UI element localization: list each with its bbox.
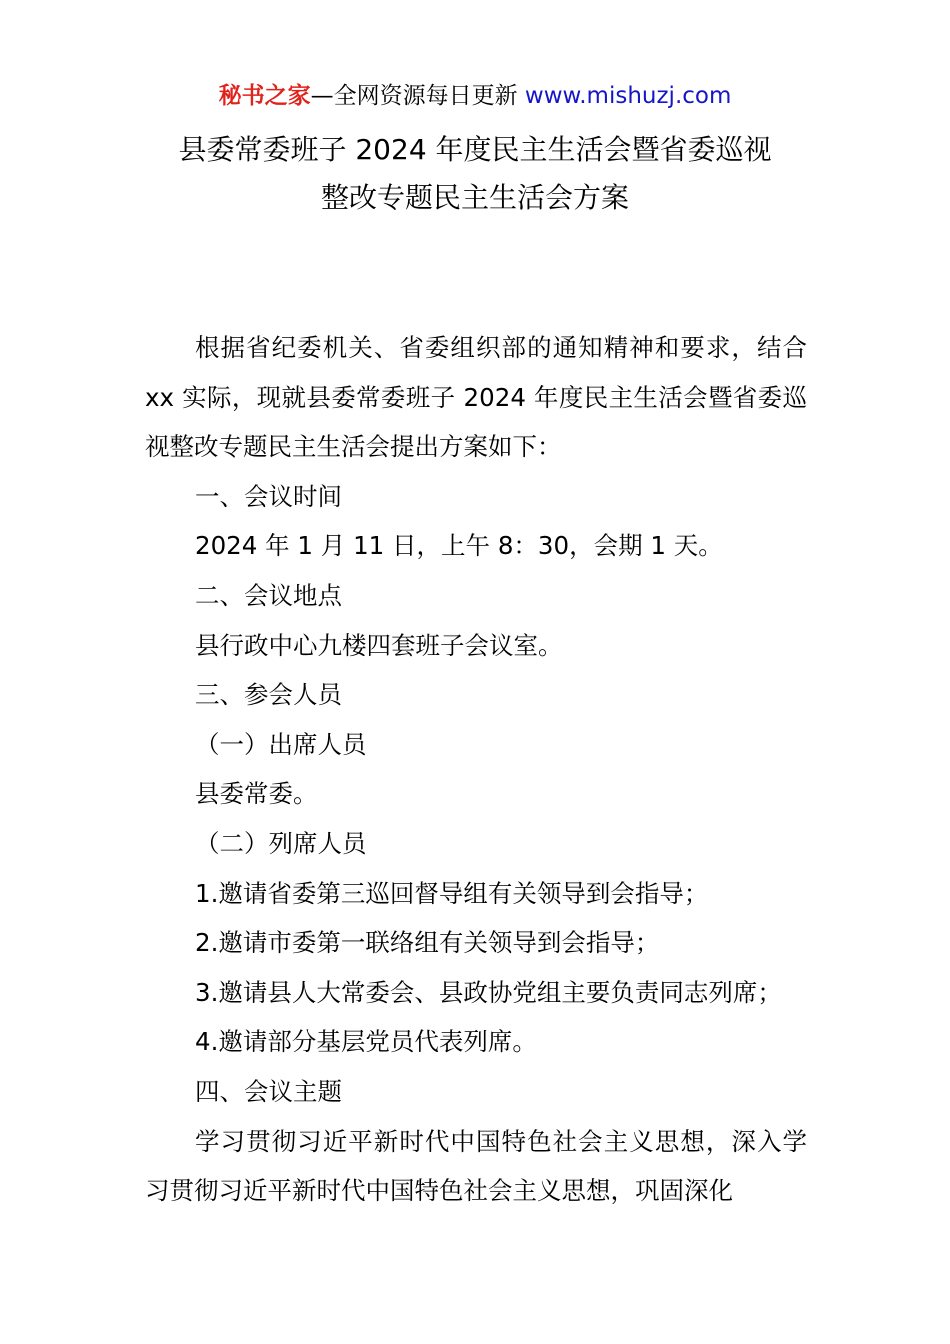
attendees-text: 县委常委。 — [195, 779, 318, 809]
meeting-location-text: 县行政中心九楼四套班子会议室。 — [195, 630, 563, 660]
intro-paragraph: 根据省纪委机关、省委组织部的通知精神和要求，结合 xx 实际，现就县委常委班子 2024 年度民主生活会暨省委巡视整改专题民主生活会提出方案如下： — [145, 333, 807, 462]
subheading-attendees: （一）出席人员 — [195, 729, 367, 759]
observer-item: 3.邀请县人大常委会、县政协党组主要负责同志列席； — [195, 977, 782, 1007]
section-heading-location: 二、会议地点 — [195, 580, 342, 610]
observer-item: 2.邀请市委第一联络组有关领导到会指导； — [195, 928, 660, 958]
document-title — [0, 126, 950, 222]
document-body — [145, 323, 807, 1216]
observer-item: 1.邀请省委第三巡回督导组有关领导到会指导； — [195, 878, 709, 908]
brand-name: 秘书之家 — [218, 83, 311, 109]
site-url: www.mishuzj.com — [524, 83, 732, 109]
title-line-1: 县委常委班子 2024 年度民主生活会暨省委巡视 — [178, 133, 772, 166]
theme-paragraph: 学习贯彻习近平新时代中国特色社会主义思想，深入学习贯彻习近平新时代中国特色社会主义思想，巩固深化 — [145, 1126, 807, 1206]
section-heading-attendees: 三、参会人员 — [195, 680, 342, 710]
site-header — [0, 80, 950, 112]
section-heading-time: 一、会议时间 — [195, 481, 342, 511]
subheading-observers: （二）列席人员 — [195, 828, 367, 858]
meeting-time-text: 2024 年 1 月 11 日，上午 8：30，会期 1 天。 — [195, 531, 723, 561]
observer-item: 4.邀请部分基层党员代表列席。 — [195, 1027, 537, 1057]
header-tagline: —全网资源每日更新 — [310, 83, 525, 109]
section-heading-theme: 四、会议主题 — [195, 1076, 342, 1106]
title-line-2: 整改专题民主生活会方案 — [320, 181, 629, 214]
